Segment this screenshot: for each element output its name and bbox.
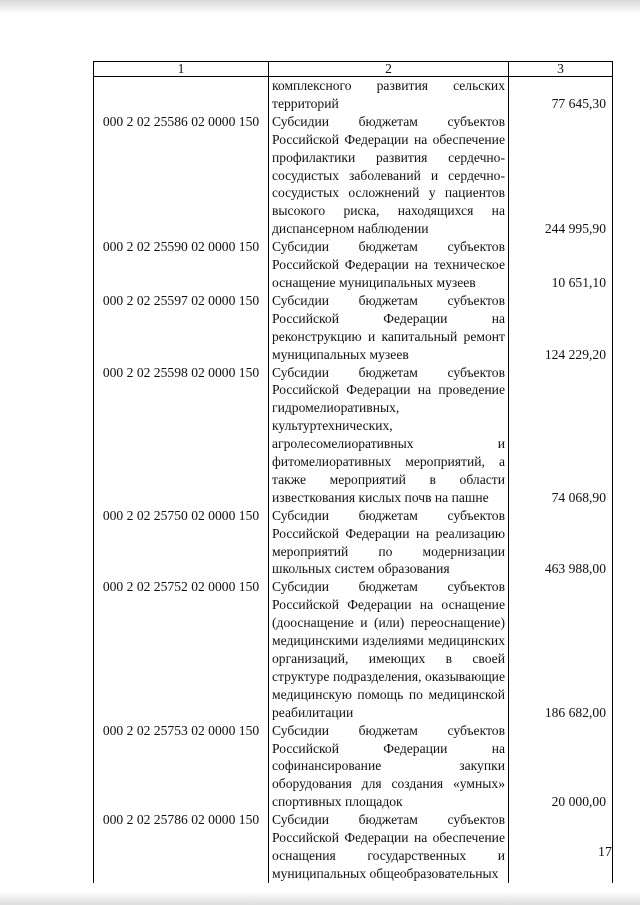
row-amount: 74 068,90 (509, 364, 613, 507)
table-row (94, 578, 613, 721)
row-code (94, 77, 269, 113)
table-header-row (94, 62, 613, 77)
row-description: Субсидии бюджетам субъектов Российской Федерации на реконструкцию и капитальный ремонт муниципальных музеев (269, 292, 509, 364)
row-description: Субсидии бюджетам субъектов Российской Федерации на обеспечение профилактики развития сердечно-сосудистых заболеваний и сердечно-сосудистых осложнений у пациентов высокого риска, находящихся на диспансерном наблюдении (269, 113, 509, 238)
row-code: 000 2 02 25598 02 0000 150 (94, 364, 269, 507)
row-code: 000 2 02 25752 02 0000 150 (94, 578, 269, 721)
column-header-amount: 3 (509, 62, 613, 77)
row-code: 000 2 02 25590 02 0000 150 (94, 238, 269, 292)
row-amount: 20 000,00 (509, 722, 613, 812)
row-amount: 77 645,30 (509, 77, 613, 113)
row-amount (509, 811, 613, 883)
table-row (94, 722, 613, 812)
row-code: 000 2 02 25750 02 0000 150 (94, 507, 269, 579)
row-amount: 124 229,20 (509, 292, 613, 364)
column-header-code: 1 (94, 62, 269, 77)
table-row (94, 811, 613, 883)
row-code: 000 2 02 25597 02 0000 150 (94, 292, 269, 364)
scan-top-edge (0, 0, 640, 14)
column-header-description: 2 (269, 62, 509, 77)
table-row (94, 507, 613, 579)
table-row-continuation (94, 77, 613, 113)
row-description: Субсидии бюджетам субъектов Российской Федерации на проведение гидромелиоративных, культуртехнических, агролесомелиоративных и фитомелиоративных мероприятий, а также мероприятий в области известкования кислых почв на пашне (269, 364, 509, 507)
page-number: 17 (598, 845, 612, 860)
budget-revenue-table (93, 61, 613, 883)
row-code: 000 2 02 25586 02 0000 150 (94, 113, 269, 238)
table-row (94, 292, 613, 364)
table-row (94, 113, 613, 238)
row-description: Субсидии бюджетам субъектов Российской Федерации на оснащение (дооснащение и (или) переоснащение) медицинскими изделиями медицинских организаций, имеющих в своей структуре подразделения, оказывающие медицинскую помощь по медицинской реабилитации (269, 578, 509, 721)
row-description: комплексного развития сельских территорий (269, 77, 509, 113)
row-amount: 186 682,00 (509, 578, 613, 721)
row-description: Субсидии бюджетам субъектов Российской Федерации на софинансирование закупки оборудования для создания «умных» спортивных площадок (269, 722, 509, 812)
row-amount: 463 988,00 (509, 507, 613, 579)
row-description: Субсидии бюджетам субъектов Российской Федерации на реализацию мероприятий по модернизации школьных систем образования (269, 507, 509, 579)
row-code: 000 2 02 25786 02 0000 150 (94, 811, 269, 883)
scan-bottom-edge (0, 891, 640, 905)
table-row (94, 364, 613, 507)
row-description: Субсидии бюджетам субъектов Российской Федерации на техническое оснащение муниципальных музеев (269, 238, 509, 292)
table-row (94, 238, 613, 292)
row-amount: 10 651,10 (509, 238, 613, 292)
row-amount: 244 995,90 (509, 113, 613, 238)
row-description: Субсидии бюджетам субъектов Российской Федерации на обеспечение оснащения государственных и муниципальных общеобразовательных (269, 811, 509, 883)
row-code: 000 2 02 25753 02 0000 150 (94, 722, 269, 812)
